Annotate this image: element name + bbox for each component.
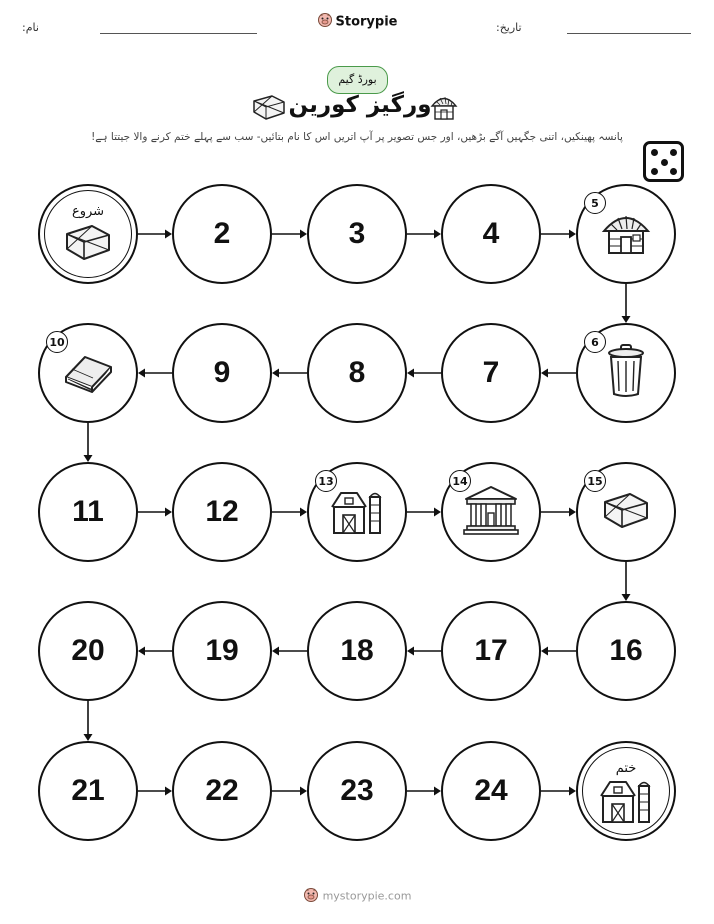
path-arrow [541,647,576,656]
board-square-19 [172,601,272,701]
finish-square [576,741,676,841]
board-square-23 [307,741,407,841]
date-label: تاریخ: [496,21,522,34]
footer [0,887,714,906]
square-number: 4 [482,217,500,250]
square-number-tag: 10 [46,331,68,353]
package-icon [64,222,112,266]
path-arrow [541,787,576,796]
path-arrow [622,562,631,601]
square-number: 7 [482,356,500,389]
square-number: 11 [72,495,104,528]
board-square-24 [441,741,541,841]
path-arrow [138,647,172,656]
board-square-6 [576,323,676,423]
board-square-16 [576,601,676,701]
name-label: نام: [22,21,39,34]
path-arrow [272,647,307,656]
path-arrow [541,508,576,517]
square-number-tag: 14 [449,470,471,492]
path-arrow [541,369,576,378]
square-number: 17 [474,634,508,667]
path-arrow [407,230,441,239]
square-number-tag: 13 [315,470,337,492]
board-square-13 [307,462,407,562]
board-square-2 [172,184,272,284]
start-square [38,184,138,284]
path-arrow [138,787,172,796]
brand-name: Storypie [335,14,398,30]
path-arrow [541,230,576,239]
board-square-10 [38,323,138,423]
instructions-text: پانسہ پھینکیں، اتنی جگہیں آگے بڑھیں، اور جس تصویر پر آپ اتریں اس کا نام بتائیں- سب سے پہلے ختم کرنے والا جیتتا ہے! [91,131,623,143]
hut-icon [601,209,651,259]
square-number-tag: 5 [584,192,606,214]
board-square-17 [441,601,541,701]
board-square-11 [38,462,138,562]
square-number: 18 [340,634,374,667]
board-square-20 [38,601,138,701]
path-arrow [138,508,172,517]
path-arrow [272,787,307,796]
square-number: 2 [213,217,231,250]
footer-url: mystorypie.com [322,889,412,903]
square-number: 16 [609,634,643,667]
board-square-4 [441,184,541,284]
path-arrow [272,369,307,378]
path-arrow [84,701,93,741]
square-number: 12 [205,495,239,528]
board-square-14 [441,462,541,562]
square-number: 24 [474,774,508,807]
board-square-5 [576,184,676,284]
path-arrow [622,284,631,323]
board-square-22 [172,741,272,841]
square-number: 20 [71,634,105,667]
square-number: 23 [340,774,374,807]
path-arrow [407,787,441,796]
finish-label: ختم [615,761,637,776]
trash-can-icon [606,344,646,402]
square-number: 21 [71,774,105,807]
book-icon [62,349,114,397]
path-arrow [138,230,172,239]
square-number: 3 [348,217,366,250]
page-title: ورگیز کورین [288,92,432,118]
path-arrow [272,508,307,517]
board-square-12 [172,462,272,562]
pig-logo-icon [303,887,319,906]
square-number: 9 [213,356,231,389]
board-game-badge: بورڈ گیم [327,66,388,94]
path-arrow [138,369,172,378]
board-square-9 [172,323,272,423]
start-label: شروع [71,204,105,219]
path-arrow [272,230,307,239]
barn-icon [329,485,385,539]
board-square-21 [38,741,138,841]
square-number-tag: 15 [584,470,606,492]
board-square-3 [307,184,407,284]
path-arrow [407,369,441,378]
museum-icon [462,485,520,539]
barn-icon [598,774,654,828]
board-square-8 [307,323,407,423]
board-square-7 [441,323,541,423]
package-icon [602,490,650,534]
board-square-15 [576,462,676,562]
square-number: 8 [348,356,366,389]
path-arrow [407,508,441,517]
path-arrow [84,423,93,462]
square-number: 22 [205,774,239,807]
path-arrow [407,647,441,656]
square-number-tag: 6 [584,331,606,353]
square-number: 19 [205,634,239,667]
board-square-18 [307,601,407,701]
